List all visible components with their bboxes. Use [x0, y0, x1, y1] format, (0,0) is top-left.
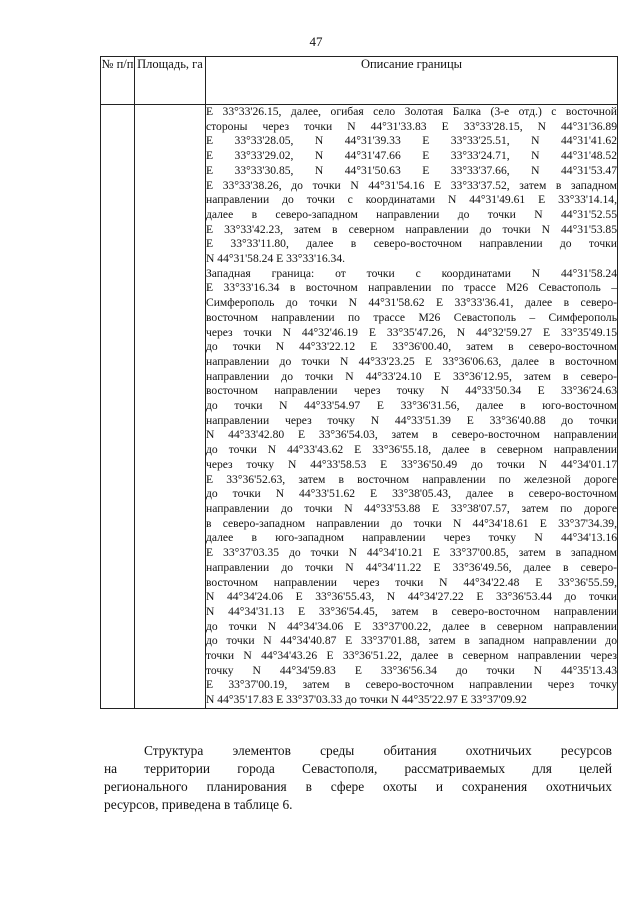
text-line: до точки N 44°33'51.62 E 33°38'05.43, далее в северо-восточном: [206, 487, 617, 501]
text-line: Структура элементов среды обитания охотничьих ресурсов: [144, 743, 612, 758]
text-line: направлении до точки N 44°33'53.88 E 33°38'07.57, затем по дороге: [206, 501, 617, 515]
text-line: N 44°31'58.24 E 33°33'16.34.: [206, 252, 346, 266]
text-line: E 33°33'11.80, далее в северо-восточном направлении до точки: [206, 237, 617, 251]
table-row: [101, 105, 618, 709]
description-paragraph-1: [206, 105, 617, 267]
text-line: восточном направлении по трассе М26 Севастополь – Симферополь: [206, 310, 617, 324]
text-line: направлении до точки N 44°33'23.25 E 33°36'06.63, далее в восточном: [206, 354, 617, 368]
text-line: в северо-западном направлении до точки N 44°34'18.61 E 33°37'34.39,: [206, 516, 617, 530]
text-line: точку N 44°34'59.83 E 33°36'56.34 до точки N 44°35'13.43: [206, 663, 617, 677]
text-line: до точки N 44°34'34.06 E 33°37'00.22, далее в северном направлении: [206, 619, 617, 633]
text-line: далее в юго-западном направлении через точку N 44°34'13.16: [206, 531, 617, 545]
text-line: до точки N 44°33'54.97 E 33°36'31.56, далее в юго-восточном: [206, 399, 617, 413]
text-line: точки N 44°34'43.26 E 33°36'51.22, далее в северном направлении через: [206, 649, 617, 663]
text-line: восточном направлении через точку N 44°33'50.34 E 33°36'24.63: [206, 384, 617, 398]
text-line: через точку N 44°33'58.53 E 33°36'50.49 до точки N 44°34'01.17: [206, 457, 617, 471]
description-paragraph-2: [206, 267, 617, 708]
text-line: N 44°33'42.80 E 33°36'54.03, затем в северо-восточном направлении: [206, 428, 617, 442]
cell-num: [101, 105, 135, 709]
text-line: Западная граница: от точки с координатами N 44°31'58.24: [206, 266, 617, 280]
text-line: до точки N 44°33'43.62 E 33°36'55.18, далее в северном направлении: [206, 443, 617, 457]
header-num: № п/п: [101, 57, 135, 105]
page-number: 47: [309, 34, 323, 49]
header-description: Описание границы: [206, 57, 618, 105]
text-line: E 33°33'42.23, затем в северном направлении до точки N 44°31'53.85: [206, 222, 617, 236]
text-line: до точки N 44°34'40.87 E 33°37'01.88, затем в западном направлении до: [206, 634, 617, 648]
text-line: E 33°36'52.63, затем в восточном направлении по железной дороге: [206, 472, 617, 486]
header-area: Площадь, га: [135, 57, 206, 105]
text-line: E 33°33'29.02, N 44°31'47.66 E 33°33'24.71, N 44°31'48.52: [206, 149, 617, 163]
footer-paragraph: [104, 742, 612, 814]
text-line: стороны через точки N 44°31'33.83 E 33°33'28.15, N 44°31'36.89: [206, 119, 617, 133]
text-line: N 44°34'24.06 E 33°36'55.43, N 44°34'27.22 E 33°36'53.44 до точки: [206, 590, 617, 604]
text-line: восточном направлении через точки N 44°34'22.48 E 33°36'55.59,: [206, 575, 617, 589]
cell-description: [206, 105, 618, 709]
cell-area: [135, 105, 206, 709]
text-line: до точки N 44°33'22.12 E 33°36'00.40, затем в северо-восточном: [206, 340, 617, 354]
text-line: направлении до точки N 44°33'24.10 E 33°36'12.95, затем в северо-: [206, 369, 617, 383]
text-line: E 33°37'03.35 до точки N 44°34'10.21 E 33°37'00.85, затем в западном: [206, 546, 617, 560]
text-line: E 33°33'26.15, далее, огибая село Золотая Балка (3-е отд.) с восточной: [206, 105, 617, 118]
text-line: регионального планирования в сфере охоты и сохранения охотничьих: [104, 779, 612, 794]
text-line: E 33°33'38.26, до точки N 44°31'54.16 E 33°33'37.52, затем в западном: [206, 178, 617, 192]
text-line: направлении через точку N 44°33'51.39 E 33°36'40.88 до точки: [206, 413, 617, 427]
text-line: E 33°33'30.85, N 44°31'50.63 E 33°33'37.66, N 44°31'53.47: [206, 163, 617, 177]
text-line: E 33°33'16.34 в восточном направлении по трассе М26 Севастополь –: [206, 281, 617, 295]
table-header-row: [101, 57, 618, 105]
text-line: далее в северо-западном направлении до точки N 44°31'52.55: [206, 207, 617, 221]
text-line: через точки N 44°32'46.19 E 33°35'47.26, N 44°32'59.27 E 33°35'49.15: [206, 325, 617, 339]
text-line: направлении до точки с координатами N 44°31'49.61 E 33°33'14.14,: [206, 193, 617, 207]
text-line: Симферополь до точки N 44°31'58.62 E 33°33'36.41, далее в северо-: [206, 296, 617, 310]
text-line: E 33°33'28.05, N 44°31'39.33 E 33°33'25.51, N 44°31'41.62: [206, 134, 617, 148]
text-line: на территории города Севастополя, рассматриваемых для целей: [104, 761, 612, 776]
text-line: N 44°35'17.83 E 33°37'03.33 до точки N 44°35'22.97 E 33°37'09.92: [206, 693, 527, 707]
text-line: E 33°37'00.19, затем в северо-восточном направлении через точку: [206, 678, 617, 692]
boundary-table: [100, 56, 618, 709]
text-line: направлении до точки N 44°34'11.22 E 33°36'49.56, далее в северо-: [206, 560, 617, 574]
text-line: N 44°34'31.13 E 33°36'54.45, затем в северо-восточном направлении: [206, 604, 617, 618]
text-line: ресурсов, приведена в таблице 6.: [104, 797, 293, 812]
